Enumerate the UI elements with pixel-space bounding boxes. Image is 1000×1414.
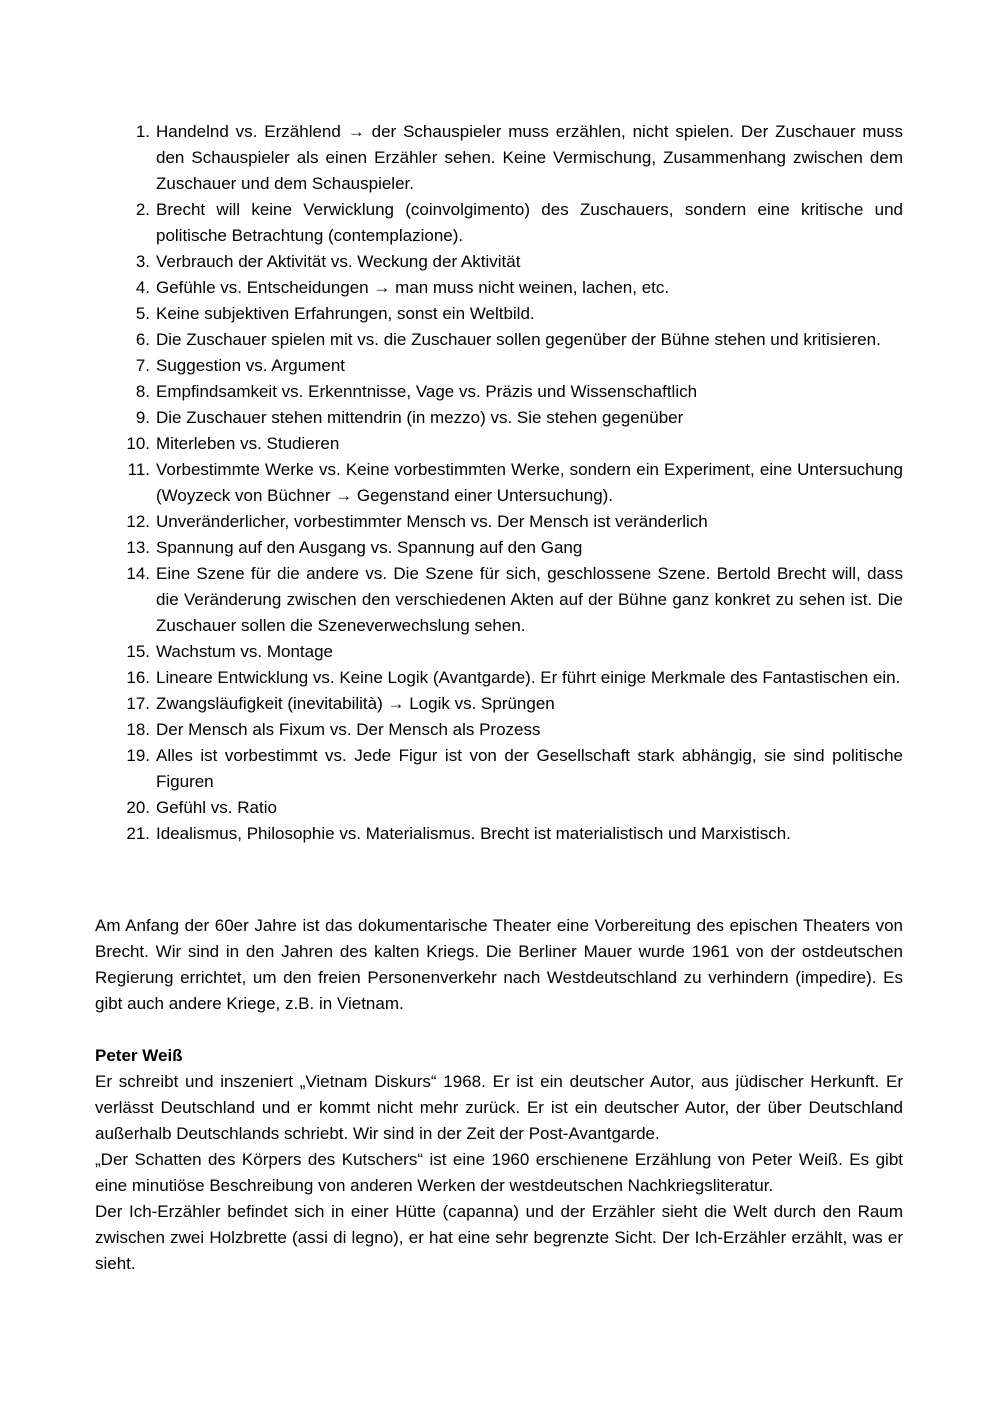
list-number: 6.: [135, 330, 150, 349]
list-number: 5.: [135, 304, 150, 323]
list-item: [126, 535, 903, 561]
intro-paragraph: Am Anfang der 60er Jahre ist das dokumentarische Theater eine Vorbereitung des epischen Theaters von Brecht. Wir sind in den Jahren des kalten Kriegs. Die Berliner Mauer wurde 1961 von der ostdeutschen Regierung errichtet, um den freien Personenverkehr nach Westdeutschland zu verhindern (impedire). Es gibt auch andere Kriege, z.B. in Vietnam.: [95, 916, 903, 1013]
list-text: Unveränderlicher, vorbestimmter Mensch vs. Der Mensch ist veränderlich: [156, 512, 708, 531]
list-item: [126, 821, 903, 847]
list-text: Gefühl vs. Ratio: [156, 798, 277, 817]
list-number: 20.: [126, 798, 150, 817]
list-text: Keine subjektiven Erfahrungen, sonst ein Weltbild.: [156, 304, 535, 323]
list-item: [135, 119, 903, 197]
list-text: Wachstum vs. Montage: [156, 642, 333, 661]
numbered-list: [126, 119, 903, 847]
list-text: Eine Szene für die andere vs. Die Szene für sich, geschlossene Szene. Bertold Brecht will, dass die Veränderung zwischen den verschiedenen Akten auf der Bühne ganz konkret zu sehen ist. Die Zuschauer sollen die Szeneverwechslung sehen.: [156, 564, 903, 635]
list-text: Suggestion vs. Argument: [156, 356, 346, 375]
list-text: Miterleben vs. Studieren: [156, 434, 340, 453]
list-item: [135, 327, 903, 353]
list-number: 21.: [126, 824, 150, 843]
list-number: 13.: [126, 538, 150, 557]
list-item: [126, 509, 903, 535]
section-heading: Peter Weiß: [95, 1046, 183, 1065]
list-text: Idealismus, Philosophie vs. Materialismus. Brecht ist materialistisch und Marxistisch.: [156, 824, 791, 843]
list-number: 12.: [126, 512, 150, 531]
list-item: [126, 665, 903, 691]
list-item: [126, 561, 903, 639]
list-number: 4.: [135, 278, 150, 297]
section-paragraph: Er schreibt und inszeniert „Vietnam Diskurs“ 1968. Er ist ein deutscher Autor, aus jüdischer Herkunft. Er verlässt Deutschland und er kommt nicht mehr zurück. Er ist ein deutscher Autor, der über Deutschland außerhalb Deutschlands schriebt. Wir sind in der Zeit der Post-Avantgarde.: [95, 1072, 903, 1143]
list-text: Lineare Entwicklung vs. Keine Logik (Avantgarde). Er führt einige Merkmale des Fantastischen ein.: [156, 668, 901, 687]
list-item: [135, 405, 903, 431]
list-number: 15.: [126, 642, 150, 661]
list-item: [126, 743, 903, 795]
list-number: 16.: [126, 668, 150, 687]
list-item: [135, 275, 903, 301]
list-item: [135, 379, 903, 405]
list-number: 3.: [135, 252, 150, 271]
list-item: [127, 457, 903, 509]
section-paragraph: „Der Schatten des Körpers des Kutschers“ ist eine 1960 erschienene Erzählung von Peter Weiß. Es gibt eine minutiöse Beschreibung von anderen Werken der westdeutschen Nachkriegsliteratur.: [95, 1150, 903, 1195]
list-item: [126, 431, 903, 457]
list-number: 1.: [135, 122, 150, 141]
list-item: [126, 639, 903, 665]
list-text: Spannung auf den Ausgang vs. Spannung auf den Gang: [156, 538, 583, 557]
list-text: Die Zuschauer spielen mit vs. die Zuschauer sollen gegenüber der Bühne stehen und kritisieren.: [156, 330, 881, 349]
intro-section: [95, 913, 903, 1017]
list-number: 9.: [135, 408, 150, 427]
list-text: Alles ist vorbestimmt vs. Jede Figur ist von der Gesellschaft stark abhängig, sie sind politische Figuren: [156, 746, 903, 791]
list-text: Vorbestimmte Werke vs. Keine vorbestimmten Werke, sondern ein Experiment, eine Untersuchung (Woyzeck von Büchner → Gegenstand einer Untersuchung).: [156, 460, 903, 505]
list-item: [126, 717, 903, 743]
list-item: [126, 795, 903, 821]
list-text: Handelnd vs. Erzählend → der Schauspieler muss erzählen, nicht spielen. Der Zuschauer muss den Schauspieler als einen Erzähler sehen. Keine Vermischung, Zusammenhang zwischen dem Zuschauer und dem Schauspieler.: [156, 122, 903, 193]
list-text: Brecht will keine Verwicklung (coinvolgimento) des Zuschauers, sondern eine kritische und politische Betrachtung (contemplazione).: [156, 200, 903, 245]
list-text: Der Mensch als Fixum vs. Der Mensch als Prozess: [156, 720, 541, 739]
list-item: [126, 691, 903, 717]
list-number: 7.: [135, 356, 150, 375]
list-number: 11.: [127, 460, 150, 479]
list-number: 10.: [126, 434, 150, 453]
peter-weiss-section: [95, 1043, 903, 1277]
list-number: 14.: [126, 564, 150, 583]
list-number: 19.: [126, 746, 150, 765]
list-number: 17.: [126, 694, 150, 713]
list-text: Die Zuschauer stehen mittendrin (in mezzo) vs. Sie stehen gegenüber: [156, 408, 684, 427]
section-paragraph: Der Ich-Erzähler befindet sich in einer Hütte (capanna) und der Erzähler sieht die Welt durch den Raum zwischen zwei Holzbrette (assi di legno), er hat eine sehr begrenzte Sicht. Der Ich-Erzähler erzählt, was er sieht.: [95, 1202, 903, 1273]
list-text: Verbrauch der Aktivität vs. Weckung der Aktivität: [156, 252, 521, 271]
list-number: 18.: [126, 720, 150, 739]
list-text: Gefühle vs. Entscheidungen → man muss nicht weinen, lachen, etc.: [156, 278, 670, 297]
list-item: [135, 301, 903, 327]
list-text: Zwangsläufigkeit (inevitabilità) → Logik vs. Sprüngen: [156, 694, 555, 713]
list-number: 8.: [135, 382, 150, 401]
list-item: [135, 353, 903, 379]
list-item: [135, 197, 903, 249]
list-item: [135, 249, 903, 275]
list-text: Empfindsamkeit vs. Erkenntnisse, Vage vs. Präzis und Wissenschaftlich: [156, 382, 698, 401]
list-number: 2.: [135, 200, 150, 219]
